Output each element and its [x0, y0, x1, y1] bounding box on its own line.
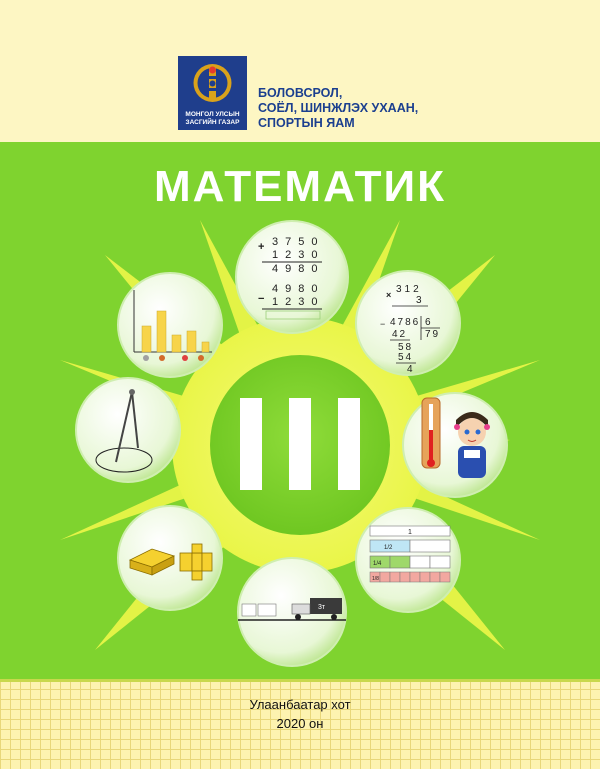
- fraction-whole: 1: [408, 529, 412, 536]
- ministry-line1: БОЛОВСРОЛ,: [258, 86, 343, 100]
- fraction-eighth: 1/8: [372, 576, 379, 582]
- subtraction-row1: 4980: [272, 283, 325, 295]
- truck-label: 3т: [318, 604, 326, 611]
- fraction-quarter: 1/4: [373, 561, 382, 567]
- division-remainder: 4: [407, 364, 413, 375]
- ministry-line3: СПОРТЫН ЯАМ: [258, 116, 355, 130]
- multiplication-sign: ×: [386, 290, 392, 300]
- addition-row2: 1230: [272, 249, 325, 261]
- addition-row1: 3750: [272, 236, 325, 248]
- book-title: МАТЕМАТИК: [153, 162, 447, 211]
- division-dividend: 4786: [390, 317, 421, 328]
- publication-year: 2020 он: [276, 716, 324, 731]
- footer-divider: [0, 679, 600, 682]
- emblem-caption-line2: ЗАСГИЙН ГАЗАР: [185, 119, 240, 126]
- bubble-division: [356, 271, 460, 375]
- multiplication-row1: 312: [396, 284, 422, 295]
- division-divisor: 6: [425, 317, 431, 328]
- addition-sign: +: [258, 241, 265, 253]
- fraction-half: 1/2: [384, 545, 393, 551]
- svg-text:−: −: [380, 319, 386, 329]
- subtraction-row2: 1230: [272, 296, 325, 308]
- division-step2: 58: [398, 342, 414, 353]
- bubble-column-arithmetic: [236, 221, 348, 333]
- grade-numeral: [240, 398, 360, 490]
- bubble-compass: [76, 378, 180, 482]
- emblem-caption-line1: МОНГОЛ УЛСЫН: [185, 111, 240, 118]
- division-quotient: 79: [425, 329, 441, 340]
- division-step3: 54: [398, 352, 414, 363]
- division-step1: 42: [392, 329, 408, 340]
- subtraction-sign: −: [258, 293, 265, 305]
- bubble-fractions: [356, 508, 460, 612]
- publication-city: Улаанбаатар хот: [249, 697, 351, 712]
- addition-result: 4980: [272, 263, 325, 275]
- bubble-truck: [238, 558, 346, 666]
- multiplication-row2: 3: [416, 295, 422, 306]
- bubble-solid-net: [118, 506, 222, 610]
- bubble-thermometer: [403, 393, 507, 497]
- ministry-line2: СОЁЛ, ШИНЖЛЭХ УХААН,: [258, 101, 419, 115]
- bubble-bar-chart: [118, 273, 222, 377]
